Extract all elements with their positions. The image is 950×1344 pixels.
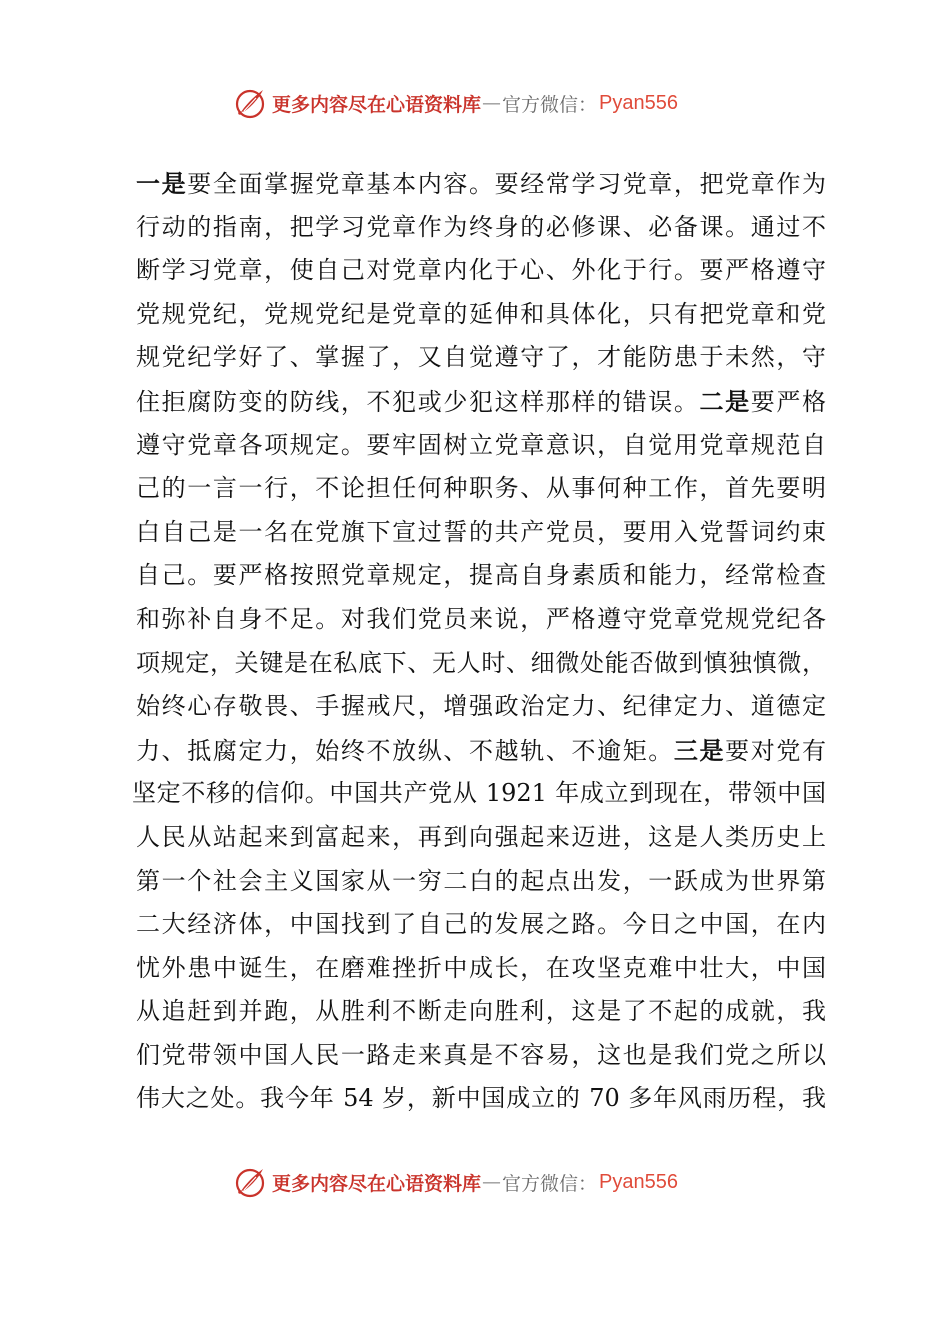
body-line xyxy=(136,990,826,1034)
bold-lead-phrase: 三是 xyxy=(673,735,726,765)
body-text-segment: 自己。要严格按照党章规定，提高自身素质和能力，经常检查 xyxy=(136,561,826,590)
quill-logo-icon xyxy=(232,1164,268,1200)
body-text-segment: 坚定不移的信仰。中国共产党从 1921 年成立到现在，带领中国 xyxy=(132,779,826,808)
body-text-segment: 住拒腐防变的防线，不犯或少犯这样那样的错误。 xyxy=(136,387,700,416)
quill-logo-icon xyxy=(232,85,268,121)
body-line xyxy=(136,1077,826,1121)
body-text-segment: 和弥补自身不足。对我们党员来说，严格遵守党章党规党纪各 xyxy=(136,604,826,633)
header-banner-dash: — xyxy=(482,92,502,114)
body-line xyxy=(136,729,826,773)
body-text-segment: 己的一言一行，不论担任何种职务、从事何种工作，首先要明 xyxy=(136,474,826,503)
body-text-segment: 要对党有 xyxy=(725,736,827,765)
body-text-segment: 人民从站起来到富起来，再到向强起来迈进，这是人类历史上 xyxy=(136,822,826,851)
body-text-segment: 白自己是一名在党旗下宣过誓的共产党员，要用入党誓词约束 xyxy=(136,517,826,546)
footer-banner-label: 官方微信： xyxy=(502,1172,598,1195)
header-wechat-id: Pyan556 xyxy=(599,91,678,114)
footer-wechat-id: Pyan556 xyxy=(599,1170,678,1193)
body-line xyxy=(136,380,826,424)
body-text-segment: 力、抵腐定力，始终不放纵、不越轨、不逾矩。 xyxy=(136,736,674,765)
body-line xyxy=(136,1034,826,1078)
body-line xyxy=(136,511,826,555)
bold-lead-phrase: 二是 xyxy=(699,386,751,416)
body-line xyxy=(136,642,826,686)
body-line xyxy=(136,903,826,947)
body-text-segment: 项规定，关键是在私底下、无人时、细微处能否做到慎独慎微， xyxy=(136,648,826,677)
body-line xyxy=(136,336,826,380)
body-text-segment: 始终心存敬畏、手握戒尺，增强政治定力、纪律定力、道德定 xyxy=(136,692,826,721)
body-text-segment: 规党纪学好了、掌握了，又自觉遵守了，才能防患于未然，守 xyxy=(136,343,826,372)
body-text-segment: 第一个社会主义国家从一穷二白的起点出发，一跃成为世界第 xyxy=(136,866,826,895)
header-banner xyxy=(232,83,678,123)
body-text-segment: 伟大之处。我今年 54 岁，新中国成立的 70 多年风雨历程，我 xyxy=(136,1084,826,1113)
header-banner-label: 官方微信： xyxy=(502,93,598,116)
body-line xyxy=(136,293,826,337)
body-line xyxy=(136,467,826,511)
body-text-segment: 们党带领中国人民一路走来真是不容易，这也是我们党之所以 xyxy=(136,1040,826,1069)
body-text-segment: 二大经济体，中国找到了自己的发展之路。今日之中国，在内 xyxy=(136,910,826,939)
body-text-segment: 遵守党章各项规定。要牢固树立党章意识，自觉用党章规范自 xyxy=(136,430,826,459)
body-text-segment: 断学习党章，使自己对党章内化于心、外化于行。要严格遵守 xyxy=(136,256,826,285)
body-text-segment: 要严格 xyxy=(750,387,827,416)
body-line xyxy=(136,206,826,250)
body-line xyxy=(132,772,826,816)
body-line xyxy=(136,249,826,293)
body-line xyxy=(136,685,826,729)
body-line xyxy=(136,598,826,642)
body-line xyxy=(136,860,826,904)
body-text-segment: 党规党纪，党规党纪是党章的延伸和具体化，只有把党章和党 xyxy=(136,299,826,328)
document-body xyxy=(132,162,827,1121)
body-text-segment: 行动的指南，把学习党章作为终身的必修课、必备课。通过不 xyxy=(136,212,826,241)
body-line xyxy=(136,554,826,598)
body-text-segment: 忧外患中诞生，在磨难挫折中成长，在攻坚克难中壮大，中国 xyxy=(136,953,826,982)
body-text-segment: 从追赶到并跑，从胜利不断走向胜利，这是了不起的成就，我 xyxy=(136,997,826,1026)
body-text-segment: 要全面掌握党章基本内容。要经常学习党章，把党章作为 xyxy=(187,170,827,198)
footer-banner-title: 更多内容尽在心语资料库 xyxy=(272,1172,482,1195)
body-line xyxy=(136,816,826,860)
body-line xyxy=(136,424,826,468)
body-line xyxy=(136,162,826,206)
body-line xyxy=(136,947,826,991)
footer-banner xyxy=(232,1162,678,1202)
footer-banner-dash: — xyxy=(482,1171,502,1193)
header-banner-title: 更多内容尽在心语资料库 xyxy=(272,93,482,116)
bold-lead-phrase: 一是 xyxy=(136,169,188,198)
